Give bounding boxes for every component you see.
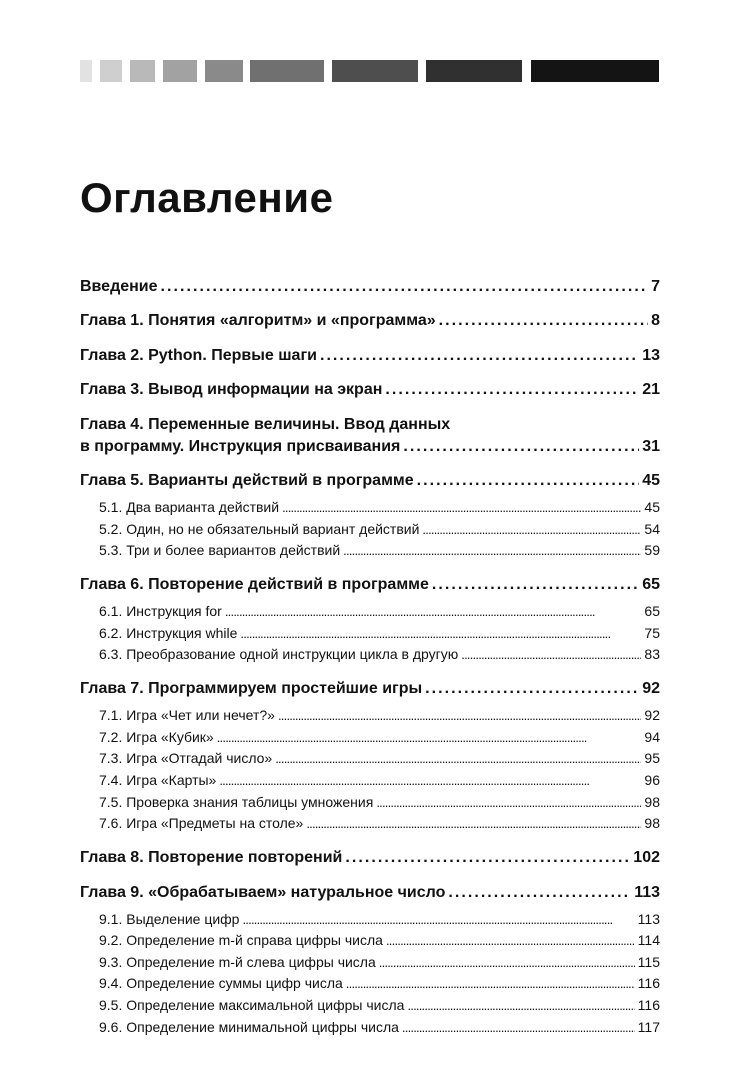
section-page-number: 83 [644, 646, 660, 663]
toc-chapter-entry[interactable] [80, 678, 660, 700]
page-title: Оглавление [80, 174, 334, 221]
gradient-bar [531, 60, 659, 82]
dot-leader [439, 310, 648, 332]
chapter-page-number: 21 [642, 381, 660, 399]
section-page-number: 116 [637, 997, 660, 1014]
dot-leader [417, 470, 640, 492]
gradient-bar [100, 60, 122, 82]
section-title: 9.1. Выделение цифр [99, 910, 240, 927]
dot-leader [422, 520, 641, 541]
toc-section-entry[interactable] [80, 995, 660, 1017]
section-page-number: 75 [644, 624, 660, 641]
gradient-bar [130, 60, 155, 82]
section-title: 5.1. Два варианта действий [99, 498, 280, 515]
dot-leader [448, 882, 631, 904]
toc-section-entry[interactable] [80, 748, 660, 770]
toc-section-entry[interactable] [80, 909, 660, 931]
dot-leader [320, 345, 639, 367]
dot-leader [343, 541, 641, 562]
toc-section-entry[interactable] [80, 1017, 660, 1039]
section-page-number: 94 [644, 728, 660, 745]
dot-leader [161, 276, 649, 298]
section-page-number: 117 [637, 1018, 660, 1035]
chapter-title: Глава 9. «Обрабатываем» натуральное число [80, 883, 446, 901]
section-page-number: 115 [637, 953, 660, 970]
dot-leader [306, 814, 641, 835]
toc-section-entry[interactable] [80, 601, 660, 623]
toc-section-entry[interactable] [80, 497, 660, 519]
dot-leader [432, 574, 639, 596]
toc-chapter-entry[interactable] [80, 379, 660, 401]
toc-chapter-entry[interactable] [80, 414, 660, 458]
toc-chapter-entry[interactable] [80, 345, 660, 367]
chapter-title: Глава 2. Python. Первые шаги [80, 346, 317, 364]
chapter-page-number: 65 [642, 576, 660, 594]
section-page-number: 98 [644, 793, 660, 810]
toc-section-entry[interactable] [80, 770, 660, 792]
toc-section-entry[interactable] [80, 540, 660, 562]
dot-leader [275, 749, 641, 770]
chapter-page-number: 92 [642, 680, 660, 698]
dot-leader [242, 910, 634, 931]
section-title: 7.5. Проверка знания таблицы умножения [99, 793, 374, 810]
dot-leader [386, 931, 635, 952]
section-page-number: 54 [644, 520, 660, 537]
dot-leader [282, 498, 641, 519]
section-page-number: 98 [644, 815, 660, 832]
chapter-page-number: 7 [651, 278, 660, 295]
section-title: 9.5. Определение максимальной цифры числа [99, 997, 405, 1014]
dot-leader [217, 728, 642, 749]
section-page-number: 116 [637, 975, 660, 992]
chapter-page-number: 45 [642, 471, 660, 489]
section-title: 9.6. Определение минимальной цифры числа [99, 1018, 399, 1035]
toc-section-entry[interactable] [80, 973, 660, 995]
dot-leader [219, 771, 641, 792]
chapter-title: Введение [80, 278, 158, 295]
chapter-page-number: 113 [634, 883, 660, 901]
section-page-number: 95 [644, 750, 660, 767]
section-page-number: 59 [644, 542, 660, 559]
section-page-number: 45 [644, 498, 660, 515]
section-title: 6.1. Инструкция for [99, 603, 222, 620]
section-title: 9.4. Определение суммы цифр числа [99, 975, 343, 992]
section-title: 7.2. Игра «Кубик» [99, 728, 214, 745]
toc-section-entry[interactable] [80, 705, 660, 727]
toc-section-entry[interactable] [80, 930, 660, 952]
section-title: 9.2. Определение m-й справа цифры числа [99, 932, 383, 949]
gradient-bar [426, 60, 522, 82]
dot-leader [346, 974, 635, 995]
toc-section-entry[interactable] [80, 519, 660, 541]
section-title: 6.3. Преобразование одной инструкции цикла в другую [99, 646, 459, 663]
section-page-number: 113 [637, 910, 660, 927]
chapter-title: в программу. Инструкция присваивания [80, 437, 401, 455]
section-page-number: 114 [637, 932, 660, 949]
section-title: 7.4. Игра «Карты» [99, 772, 217, 789]
chapter-title: Глава 6. Повторение действий в программе [80, 576, 429, 594]
toc-chapter-entry[interactable] [80, 470, 660, 492]
section-title: 6.2. Инструкция while [99, 624, 238, 641]
toc-chapter-entry[interactable] [80, 847, 660, 869]
section-title: 5.3. Три и более вариантов действий [99, 542, 341, 559]
chapter-title: Глава 8. Повторение повторений [80, 849, 343, 867]
section-title: 9.3. Определение m-й слева цифры числа [99, 953, 376, 970]
toc-section-entry[interactable] [80, 952, 660, 974]
gradient-bar [332, 60, 418, 82]
toc-chapter-entry[interactable] [80, 310, 660, 332]
toc-chapter-entry[interactable] [80, 574, 660, 596]
gradient-bar [163, 60, 197, 82]
dot-leader [345, 847, 630, 869]
dot-leader [461, 645, 641, 666]
toc-section-entry[interactable] [80, 727, 660, 749]
toc-section-entry[interactable] [80, 623, 660, 645]
chapter-title: Глава 3. Вывод информации на экран [80, 381, 383, 399]
toc-chapter-entry[interactable] [80, 882, 660, 904]
chapter-title: Глава 1. Понятия «алгоритм» и «программа» [80, 312, 436, 330]
chapter-title: Глава 5. Варианты действий в программе [80, 471, 414, 489]
toc-section-entry[interactable] [80, 792, 660, 814]
dot-leader [403, 436, 639, 458]
section-title: 7.1. Игра «Чет или нечет?» [99, 707, 275, 724]
dot-leader [278, 706, 641, 727]
section-page-number: 96 [644, 772, 660, 789]
toc-chapter-entry[interactable] [80, 276, 660, 298]
gradient-bar [205, 60, 243, 82]
section-title: 5.2. Один, но не обязательный вариант действий [99, 520, 420, 537]
toc-section-entry[interactable] [80, 813, 660, 835]
section-title: 7.3. Игра «Отгадай число» [99, 750, 273, 767]
chapter-page-number: 8 [651, 312, 660, 330]
chapter-page-number: 31 [642, 437, 660, 455]
section-page-number: 92 [644, 707, 660, 724]
gradient-bar [80, 60, 92, 82]
chapter-page-number: 13 [642, 346, 660, 364]
gradient-bar [250, 60, 324, 82]
dot-leader [425, 678, 639, 700]
dot-leader [376, 793, 641, 814]
dot-leader [240, 624, 641, 645]
chapter-title-line: Глава 4. Переменные величины. Ввод данных [80, 415, 451, 433]
dot-leader [379, 953, 635, 974]
dot-leader [402, 1018, 635, 1039]
dot-leader [407, 996, 634, 1017]
section-page-number: 65 [644, 603, 660, 620]
chapter-title: Глава 7. Программируем простейшие игры [80, 680, 423, 698]
toc-section-entry[interactable] [80, 644, 660, 666]
chapter-page-number: 102 [633, 849, 660, 867]
dot-leader [385, 379, 639, 401]
dot-leader [225, 602, 642, 623]
section-title: 7.6. Игра «Предметы на столе» [99, 815, 304, 832]
table-of-contents [80, 276, 660, 1051]
